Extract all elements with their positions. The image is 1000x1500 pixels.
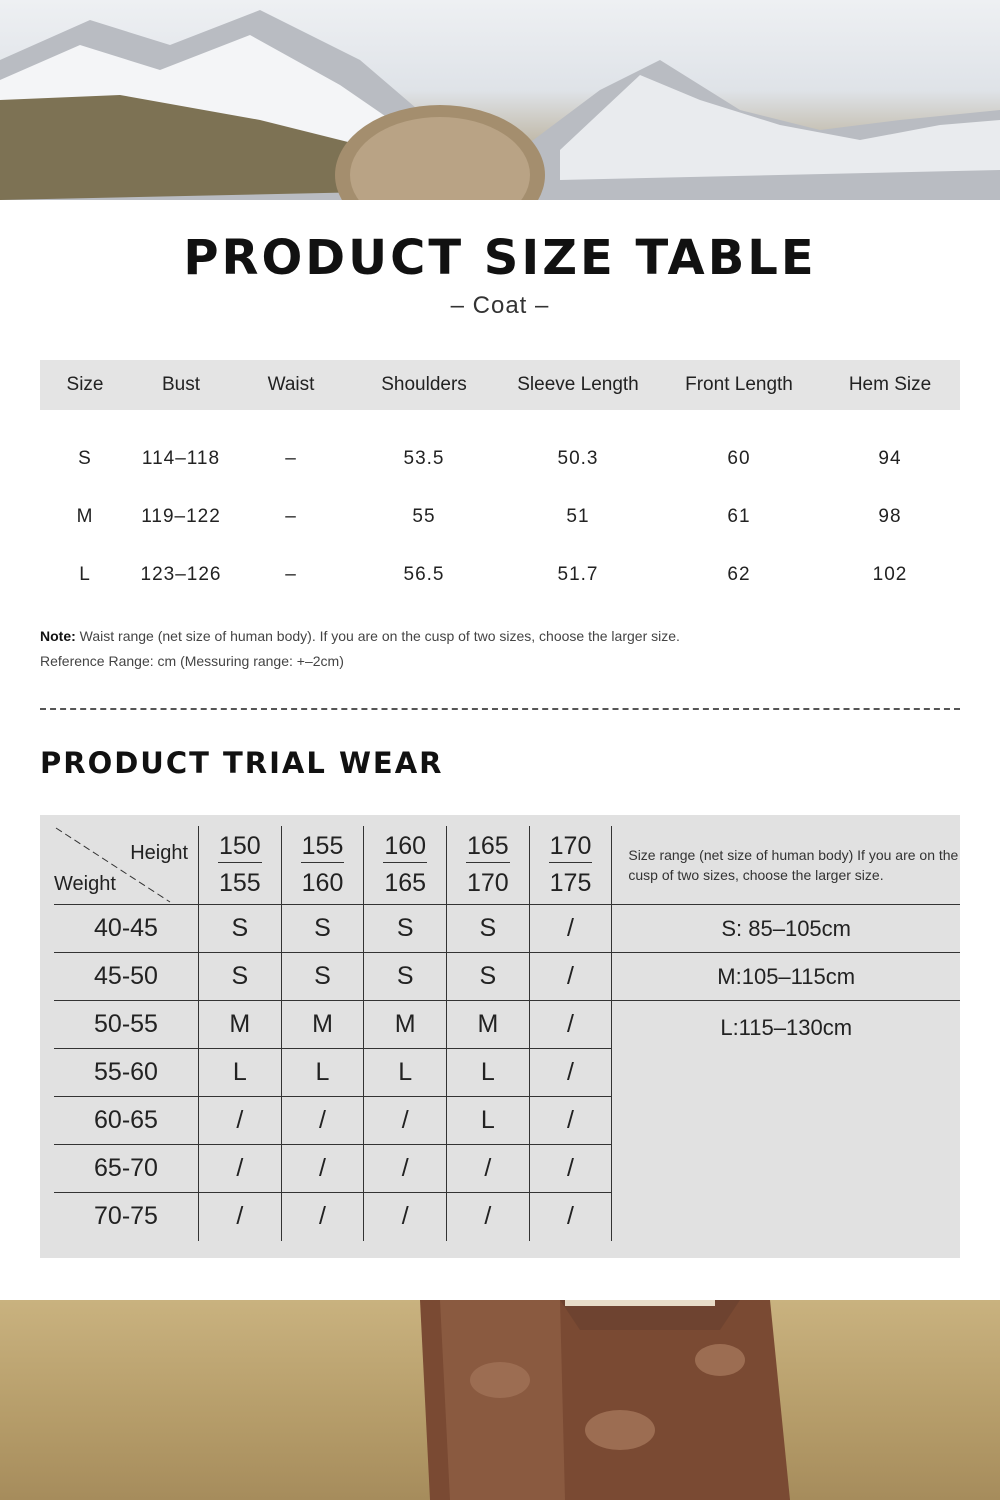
weight-cell: 65-70: [54, 1145, 199, 1193]
trial-header-row: [54, 826, 960, 905]
table-cell: –: [285, 506, 297, 527]
size-cell: S: [447, 905, 530, 953]
table-cell: M: [76, 506, 94, 527]
size-cell: /: [199, 1145, 282, 1193]
size-cell: /: [529, 1049, 612, 1097]
weight-cell: 45-50: [54, 953, 199, 1001]
height-range-header: 160 165: [364, 826, 447, 905]
background-photo-top: [0, 0, 1000, 200]
dashed-divider: [40, 708, 960, 710]
reference-range: Reference Range: cm (Messuring range: +–2cm): [40, 653, 344, 669]
table-cell: 60: [727, 448, 751, 469]
col-header: Bust: [161, 374, 201, 395]
table-cell: 56.5: [403, 564, 445, 585]
height-range-header: 170 175: [529, 826, 612, 905]
weight-cell: 60-65: [54, 1097, 199, 1145]
size-cell: S: [281, 905, 364, 953]
size-cell: /: [364, 1097, 447, 1145]
trial-wear-table: [40, 815, 960, 1258]
size-cell: M: [447, 1001, 530, 1049]
height-range-header: 150 155: [199, 826, 282, 905]
table-cell: 55: [412, 506, 436, 527]
height-label: Height: [130, 842, 188, 864]
size-table-header: [40, 360, 960, 410]
background-photo-bottom: [0, 1300, 1000, 1500]
weight-cell: 50-55: [54, 1001, 199, 1049]
size-cell: /: [281, 1145, 364, 1193]
size-guide-card: [0, 200, 1000, 1300]
size-range-m: M:105–115cm: [612, 953, 960, 1001]
table-cell: 114–118: [141, 448, 221, 469]
size-cell: M: [199, 1001, 282, 1049]
table-cell: 94: [878, 448, 902, 469]
size-cell: /: [529, 953, 612, 1001]
size-cell: S: [199, 953, 282, 1001]
size-cell: /: [364, 1145, 447, 1193]
size-cell: L: [447, 1097, 530, 1145]
size-cell: /: [529, 905, 612, 953]
table-cell: L: [79, 564, 91, 585]
size-range-l: L:115–130cm: [720, 1015, 853, 1040]
table-cell: 98: [878, 506, 902, 527]
table-row: [40, 430, 960, 488]
weight-cell: 70-75: [54, 1193, 199, 1241]
size-table: [40, 360, 960, 604]
table-cell: S: [78, 448, 92, 469]
trial-wear-title: PRODUCT TRIAL WEAR: [40, 746, 444, 780]
size-cell: /: [281, 1193, 364, 1241]
table-row: [54, 905, 960, 953]
col-header: Hem Size: [848, 374, 932, 395]
size-cell: L: [447, 1049, 530, 1097]
size-cell: S: [281, 953, 364, 1001]
size-cell: /: [199, 1097, 282, 1145]
col-header: Size: [66, 374, 104, 395]
size-cell: /: [529, 1193, 612, 1241]
col-header: Shoulders: [381, 374, 467, 395]
table-row: [40, 546, 960, 604]
table-cell: –: [285, 448, 297, 469]
weight-cell: 40-45: [54, 905, 199, 953]
height-weight-corner: [54, 826, 199, 905]
col-header: Sleeve Length: [517, 374, 639, 395]
size-range-s: S: 85–105cm: [612, 905, 960, 953]
size-cell: L: [281, 1049, 364, 1097]
table-cell: 51: [566, 506, 590, 527]
note-label: Note:: [40, 628, 76, 644]
table-row: [54, 953, 960, 1001]
size-cell: /: [199, 1193, 282, 1241]
table-cell: 61: [727, 506, 751, 527]
table-cell: 102: [872, 564, 908, 585]
size-cell: S: [199, 905, 282, 953]
table-cell: 50.3: [557, 448, 599, 469]
table-cell: 119–122: [141, 506, 221, 527]
weight-label: Weight: [54, 873, 116, 895]
size-cell: M: [281, 1001, 364, 1049]
product-subtitle: – Coat –: [450, 292, 550, 319]
size-cell: /: [364, 1193, 447, 1241]
size-cell: L: [199, 1049, 282, 1097]
table-cell: –: [285, 564, 297, 585]
size-cell: S: [447, 953, 530, 1001]
size-cell: /: [529, 1097, 612, 1145]
page-title: PRODUCT SIZE TABLE: [183, 230, 817, 286]
size-cell: S: [364, 905, 447, 953]
size-cell: /: [529, 1001, 612, 1049]
table-row: [54, 1001, 960, 1049]
table-cell: 62: [727, 564, 751, 585]
height-range-header: 165 170: [447, 826, 530, 905]
note-text: Waist range (net size of human body). If you are on the cusp of two sizes, choose the larger size.: [75, 628, 680, 644]
col-header: Waist: [267, 374, 315, 395]
size-range-note: Size range (net size of human body) If you are on the cusp of two sizes, choose the larger size.: [612, 826, 960, 905]
table-cell: 123–126: [140, 564, 222, 585]
size-cell: /: [447, 1193, 530, 1241]
weight-cell: 55-60: [54, 1049, 199, 1097]
size-cell: /: [447, 1145, 530, 1193]
size-cell: /: [529, 1145, 612, 1193]
table-row: [40, 488, 960, 546]
col-header: Front Length: [685, 374, 793, 395]
size-cell: S: [364, 953, 447, 1001]
size-note: [40, 624, 960, 674]
size-cell: M: [364, 1001, 447, 1049]
table-cell: 53.5: [403, 448, 445, 469]
size-cell: L: [364, 1049, 447, 1097]
height-range-header: 155 160: [281, 826, 364, 905]
table-cell: 51.7: [557, 564, 599, 585]
size-cell: /: [281, 1097, 364, 1145]
